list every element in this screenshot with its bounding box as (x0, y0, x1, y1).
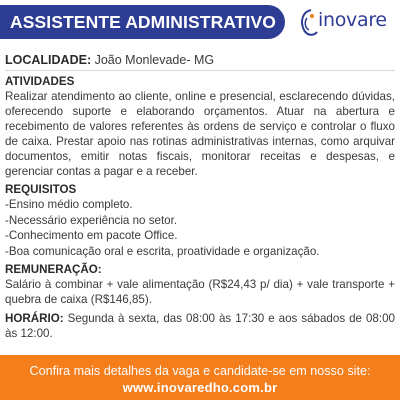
schedule-line (5, 311, 395, 341)
divider (5, 70, 395, 71)
requirements-title: REQUISITOS (5, 183, 77, 196)
activities-title: ATIVIDADES (5, 75, 75, 88)
compensation-title: REMUNERAÇÃO: (5, 263, 102, 276)
website-link[interactable]: www.inovaredho.com.br (122, 380, 278, 395)
location-value: João Monlevade- MG (94, 53, 215, 67)
logo-wordmark: inovare (318, 9, 387, 31)
footer-call-to-action: Confira mais detalhes da vaga e candidate-se em nosso site: (29, 364, 371, 378)
job-title: ASSISTENTE ADMINISTRATIVO (10, 11, 276, 32)
requirement-item: -Necessário experiência no setor. (5, 213, 178, 227)
requirement-item: -Boa comunicação oral e escrita, proatividade e organização. (5, 244, 320, 258)
location-line (5, 52, 395, 68)
requirement-item: -Ensino médio completo. (5, 198, 133, 211)
header (0, 0, 400, 48)
title-banner (0, 5, 285, 39)
inovare-logo (298, 6, 394, 40)
schedule-label: HORÁRIO: (5, 312, 64, 325)
footer-banner (0, 355, 400, 400)
location-label: LOCALIDADE: (5, 53, 92, 67)
logo-swirl-icon (298, 6, 320, 40)
job-details (5, 52, 395, 341)
activities-text: Realizar atendimento ao cliente, online e presencial, esclarecendo dúvidas, oferecendo suporte e elaborando orçamentos. Atuar na abertura e recebimento de valores referentes às ordens de serviço e controlar o fluxo de caixa. Prestar apoio nas rotinas administrativas internas, como arquivar documentos, emitir notas fiscais, monitorar receitas e despesas, e gerenciar contas a pagar e a receber. (5, 90, 395, 178)
compensation-text: Salário à combinar + vale alimentação (R$24,43 p/ dia) + vale transporte + quebra de caixa (R$146,85). (5, 278, 395, 306)
requirement-item: -Conhecimento em pacote Office. (5, 229, 178, 242)
schedule-text: Segunda à sexta, das 08:00 às 17:30 e aos sábados de 08:00 às 12:00. (5, 312, 395, 340)
